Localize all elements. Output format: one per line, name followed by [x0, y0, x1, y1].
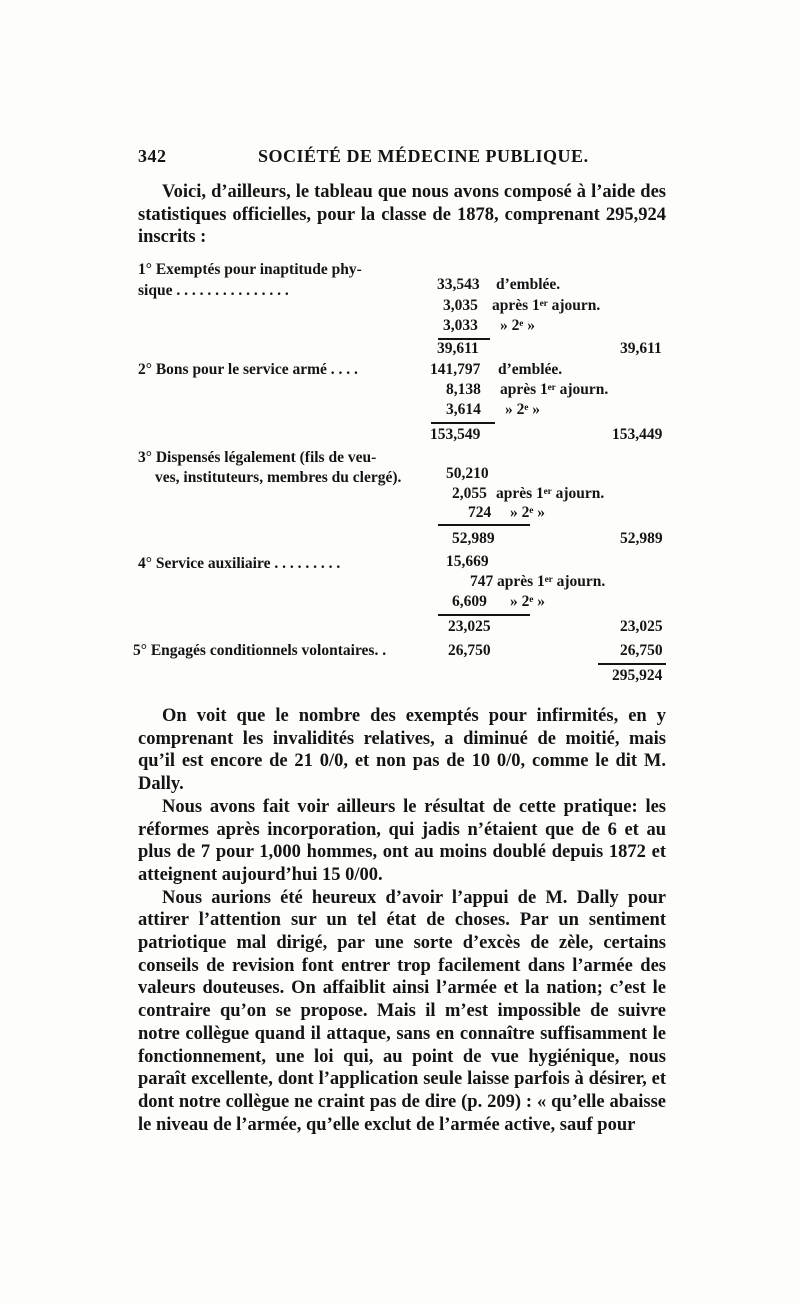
entry-note: après 1ᵉʳ ajourn. — [500, 381, 609, 398]
entry-value: 8,138 — [446, 381, 481, 398]
entry-value: 141,797 — [430, 361, 481, 378]
entry-note: » 2ᵉ » — [510, 593, 546, 610]
intro-text: Voici, d’ailleurs, le tableau que nous avons composé à l’aide des statistiques officielles, pour la classe de 1878, comprenant 295,924 inscrits : — [138, 182, 666, 248]
row-total: 39,611 — [620, 340, 662, 357]
entry-value: 747 — [470, 573, 494, 590]
entry-note: » 2ᵉ » — [500, 317, 536, 334]
entry-note: d’emblée. — [496, 276, 561, 293]
body-text — [138, 705, 666, 1136]
row-total: 153,449 — [612, 426, 663, 443]
entry-value: 3,035 — [443, 297, 478, 314]
entry-value: 6,609 — [452, 593, 487, 610]
paragraph: Nous avons fait voir ailleurs le résultat de cette pratique: les réformes après incorporation, qui jadis n’étaient que de 6 et au plus de 7 pour 1,000 hommes, ont au moins doublé depuis 1872 et atteignent aujourd’hui 15 0/00. — [138, 796, 666, 885]
entry-value: 3,614 — [446, 401, 481, 418]
row-label-line: 1° Exemptés pour inaptitude phy- — [138, 261, 362, 278]
subtotal-rule — [438, 614, 530, 616]
row-label-line: 4° Service auxiliaire . . . . . . . . . — [138, 555, 341, 572]
entry-note: après 1ᵉʳ ajourn. — [497, 573, 606, 590]
intro-paragraph — [138, 181, 666, 249]
page-number: 342 — [138, 146, 167, 166]
entry-value: 724 — [468, 504, 492, 521]
grand-total-rule — [598, 663, 666, 665]
entry-value: 15,669 — [446, 553, 489, 570]
entry-value: 50,210 — [446, 465, 489, 482]
row-total: 26,750 — [620, 642, 663, 659]
entry-note: après 1ᵉʳ ajourn. — [496, 485, 605, 502]
subtotal-value: 23,025 — [448, 618, 491, 635]
entry-note: » 2ᵉ » — [505, 401, 541, 418]
row-total: 52,989 — [620, 530, 663, 547]
subtotal-value: 39,611 — [437, 340, 479, 357]
paragraph: Nous aurions été heureux d’avoir l’appui de M. Dally pour attirer l’attention sur un tel état de choses. Par un sentiment patriotique mal dirigé, par une sorte d’excès de zèle, certains conseils de revision font entrer trop facilement dans l’armée des valeurs douteuses. On affaiblit ainsi l’armée et la nation; c’est le contraire qu’on se propose. Mais il m’est impossible de suivre notre collègue quand il attaque, sans en connaître suffisamment le fonctionnement, une loi qui, au point de vue hygiénique, nous paraît excellente, dont l’application seule laisse parfois à désirer, et dont notre collègue ne craint pas de dire (p. 209) : « qu’elle abaisse le niveau de l’armée, qu’elle exclut de l’armée active, sauf pour — [138, 887, 666, 1135]
entry-value: 33,543 — [437, 276, 480, 293]
entry-value: 2,055 — [452, 485, 487, 502]
subtotal-value: 52,989 — [452, 530, 495, 547]
subtotal-rule — [438, 524, 530, 526]
row-label-line: 2° Bons pour le service armé . . . . — [138, 361, 358, 378]
entry-value: 26,750 — [448, 642, 491, 659]
entry-note: d’emblée. — [498, 361, 563, 378]
row-label-line: 5° Engagés conditionnels volontaires. . — [133, 642, 387, 659]
paragraph: On voit que le nombre des exemptés pour infirmités, en y comprenant les invalidités relatives, a diminué de moitié, mais qu’il est encore de 21 0/0, et non pas de 10 0/0, comme le dit M. Dally. — [138, 706, 666, 795]
row-label-line: sique . . . . . . . . . . . . . . . — [138, 282, 289, 299]
grand-total: 295,924 — [612, 667, 663, 684]
row-total: 23,025 — [620, 618, 663, 635]
entry-note: après 1ᵉʳ ajourn. — [492, 297, 601, 314]
entry-value: 3,033 — [443, 317, 478, 334]
subtotal-rule — [431, 422, 495, 424]
row-label-line: 3° Dispensés légalement (fils de veu- — [138, 449, 377, 466]
entry-note: » 2ᵉ » — [510, 504, 546, 521]
subtotal-value: 153,549 — [430, 426, 481, 443]
running-title: SOCIÉTÉ DE MÉDECINE PUBLIQUE. — [258, 146, 589, 166]
row-label-line: ves, instituteurs, membres du clergé). — [155, 469, 402, 486]
